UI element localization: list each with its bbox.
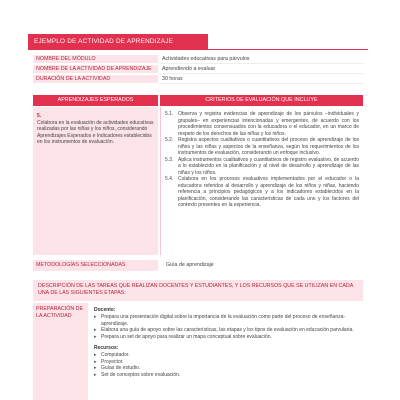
recurso-item: Proyector. — [101, 358, 124, 365]
header-aprendizajes: APRENDIZAJES ESPERADOS — [33, 95, 158, 106]
info-label: DURACIÓN DE LA ACTIVIDAD — [33, 75, 158, 84]
descripcion-header: DESCRIPCIÓN DE LAS TAREAS QUE REALIZAN DOCENTES Y ESTUDIANTES, Y LOS RECURSOS QUE SE UTILIZAN EN CADA UNA DE LAS SIGUIENTES ETAPAS: — [33, 280, 363, 301]
criterios-cell — [160, 107, 363, 255]
info-value: 30 horas — [158, 75, 363, 84]
metodologias-row — [33, 260, 363, 271]
docente-title: Docente: — [94, 307, 116, 313]
bullet-icon: ▸ — [94, 365, 97, 372]
bullet-icon: ▸ — [94, 372, 97, 379]
aprendizaje-number: 5. — [37, 113, 42, 119]
info-label: NOMBRE DE LA ACTIVIDAD DE APRENDIZAJE — [33, 65, 158, 74]
criterio-item — [165, 137, 359, 157]
recursos-title: Recursos: — [94, 344, 119, 351]
docente-item: Elabora una guía de apoyo sobre las características, las etapas y los tipos de evaluación en educación parvularia. — [101, 327, 354, 334]
header-criterios: CRITERIOS DE EVALUACIÓN QUE INCLUYE — [160, 95, 363, 106]
metodologias-value: Guía de aprendizaje — [166, 262, 214, 268]
recurso-item: Guías de estudio. — [101, 365, 141, 372]
info-row-actividad — [33, 65, 363, 74]
aprendizaje-text: Colabora en la evaluación de actividades educativas realizadas por las niñas y los niños, considerando Aprendizajes Esperados e Indicadores establecidos en los instrumentos de evaluación. — [37, 119, 154, 146]
criterio-number: 5.3. — [165, 156, 174, 163]
recurso-item: Computador. — [101, 351, 130, 358]
banner-rule — [28, 49, 368, 50]
bullet-icon: ▸ — [94, 313, 97, 320]
bullet-icon: ▸ — [94, 358, 97, 365]
info-value: Actividades educativas para párvulos — [158, 55, 363, 64]
criterio-number: 5.1. — [165, 111, 174, 117]
list-item — [94, 359, 357, 366]
bullet-icon: ▸ — [94, 327, 97, 334]
preparacion-label: PREPARACIÓN DE LA ACTIVIDAD — [33, 303, 88, 400]
info-row-modulo — [33, 55, 363, 64]
aprendizaje-cell — [33, 107, 158, 255]
info-label: NOMBRE DEL MÓDULO — [33, 55, 158, 64]
criteria-grid — [33, 107, 363, 255]
banner-title: EJEMPLO DE ACTIVIDAD DE APRENDIZAJE — [28, 34, 208, 49]
list-item — [94, 314, 357, 328]
preparacion-row — [33, 302, 363, 400]
recurso-item: Set de conceptos sobre evaluación. — [101, 372, 181, 379]
docente-item: Prepara una presentación digital sobre la importancia de la evaluación como parte del proceso de enseñanza-aprendizaje. — [101, 313, 346, 327]
list-item — [94, 327, 357, 334]
criterio-text: Aplica instrumentos cualitativos y cuantitativos de registro evaluativo, de acuerdo a lo establecido en la planificación y al nivel de desarrollo y aprendizaje de las niñas y los niños. — [178, 156, 359, 176]
list-item — [94, 334, 357, 341]
list-item — [94, 352, 357, 359]
criterio-number: 5.4. — [165, 176, 174, 182]
criterio-text: Registra aspectos cualitativos o cuantitativos del proceso de aprendizaje de los niños y las niñas y aspectos de la enseñanza, según los requerimientos de los instrumentos de evaluación, considerando un enfoque inclusivo. — [178, 137, 359, 156]
info-value: Aprendiendo a evaluar — [158, 65, 363, 74]
criterio-text: Colabora en los procesos evaluativos implementados por el educador o la educadora referidos al desarrollo y aprendizaje de los niños y niñas, haciendo referencia a principios pedagógicos y a los indicadores establecidos en la planificación, considerando las características de cada uno y los factores del contexto presentes en la experiencia. — [178, 176, 359, 208]
criterio-item — [165, 157, 359, 177]
info-row-duracion — [33, 75, 363, 84]
docente-item: Prepara un set de apoyo para realizar un mapa conceptual sobre evaluación. — [101, 334, 272, 341]
criterio-item — [165, 176, 359, 209]
bullet-icon: ▸ — [94, 351, 97, 358]
column-headers — [33, 95, 363, 106]
preparacion-body — [88, 303, 363, 400]
activity-sheet — [28, 34, 368, 400]
criterio-item — [165, 111, 359, 137]
criterio-number: 5.2. — [165, 137, 174, 143]
list-item — [94, 365, 357, 372]
criterio-text: Observa y registra evidencias de aprendizaje de los párvulos –individuales y grupales– en experiencias intencionadas y emergentes, de acuerdo con los procedimientos consensuados con la educadora o el educador, en un marco de respeto de los derechos de las niñas y los niños. — [178, 111, 359, 137]
bullet-icon: ▸ — [94, 334, 97, 341]
list-item — [94, 372, 357, 379]
metodologias-label: METODOLOGÍAS SELECCIONADAS — [33, 260, 158, 271]
